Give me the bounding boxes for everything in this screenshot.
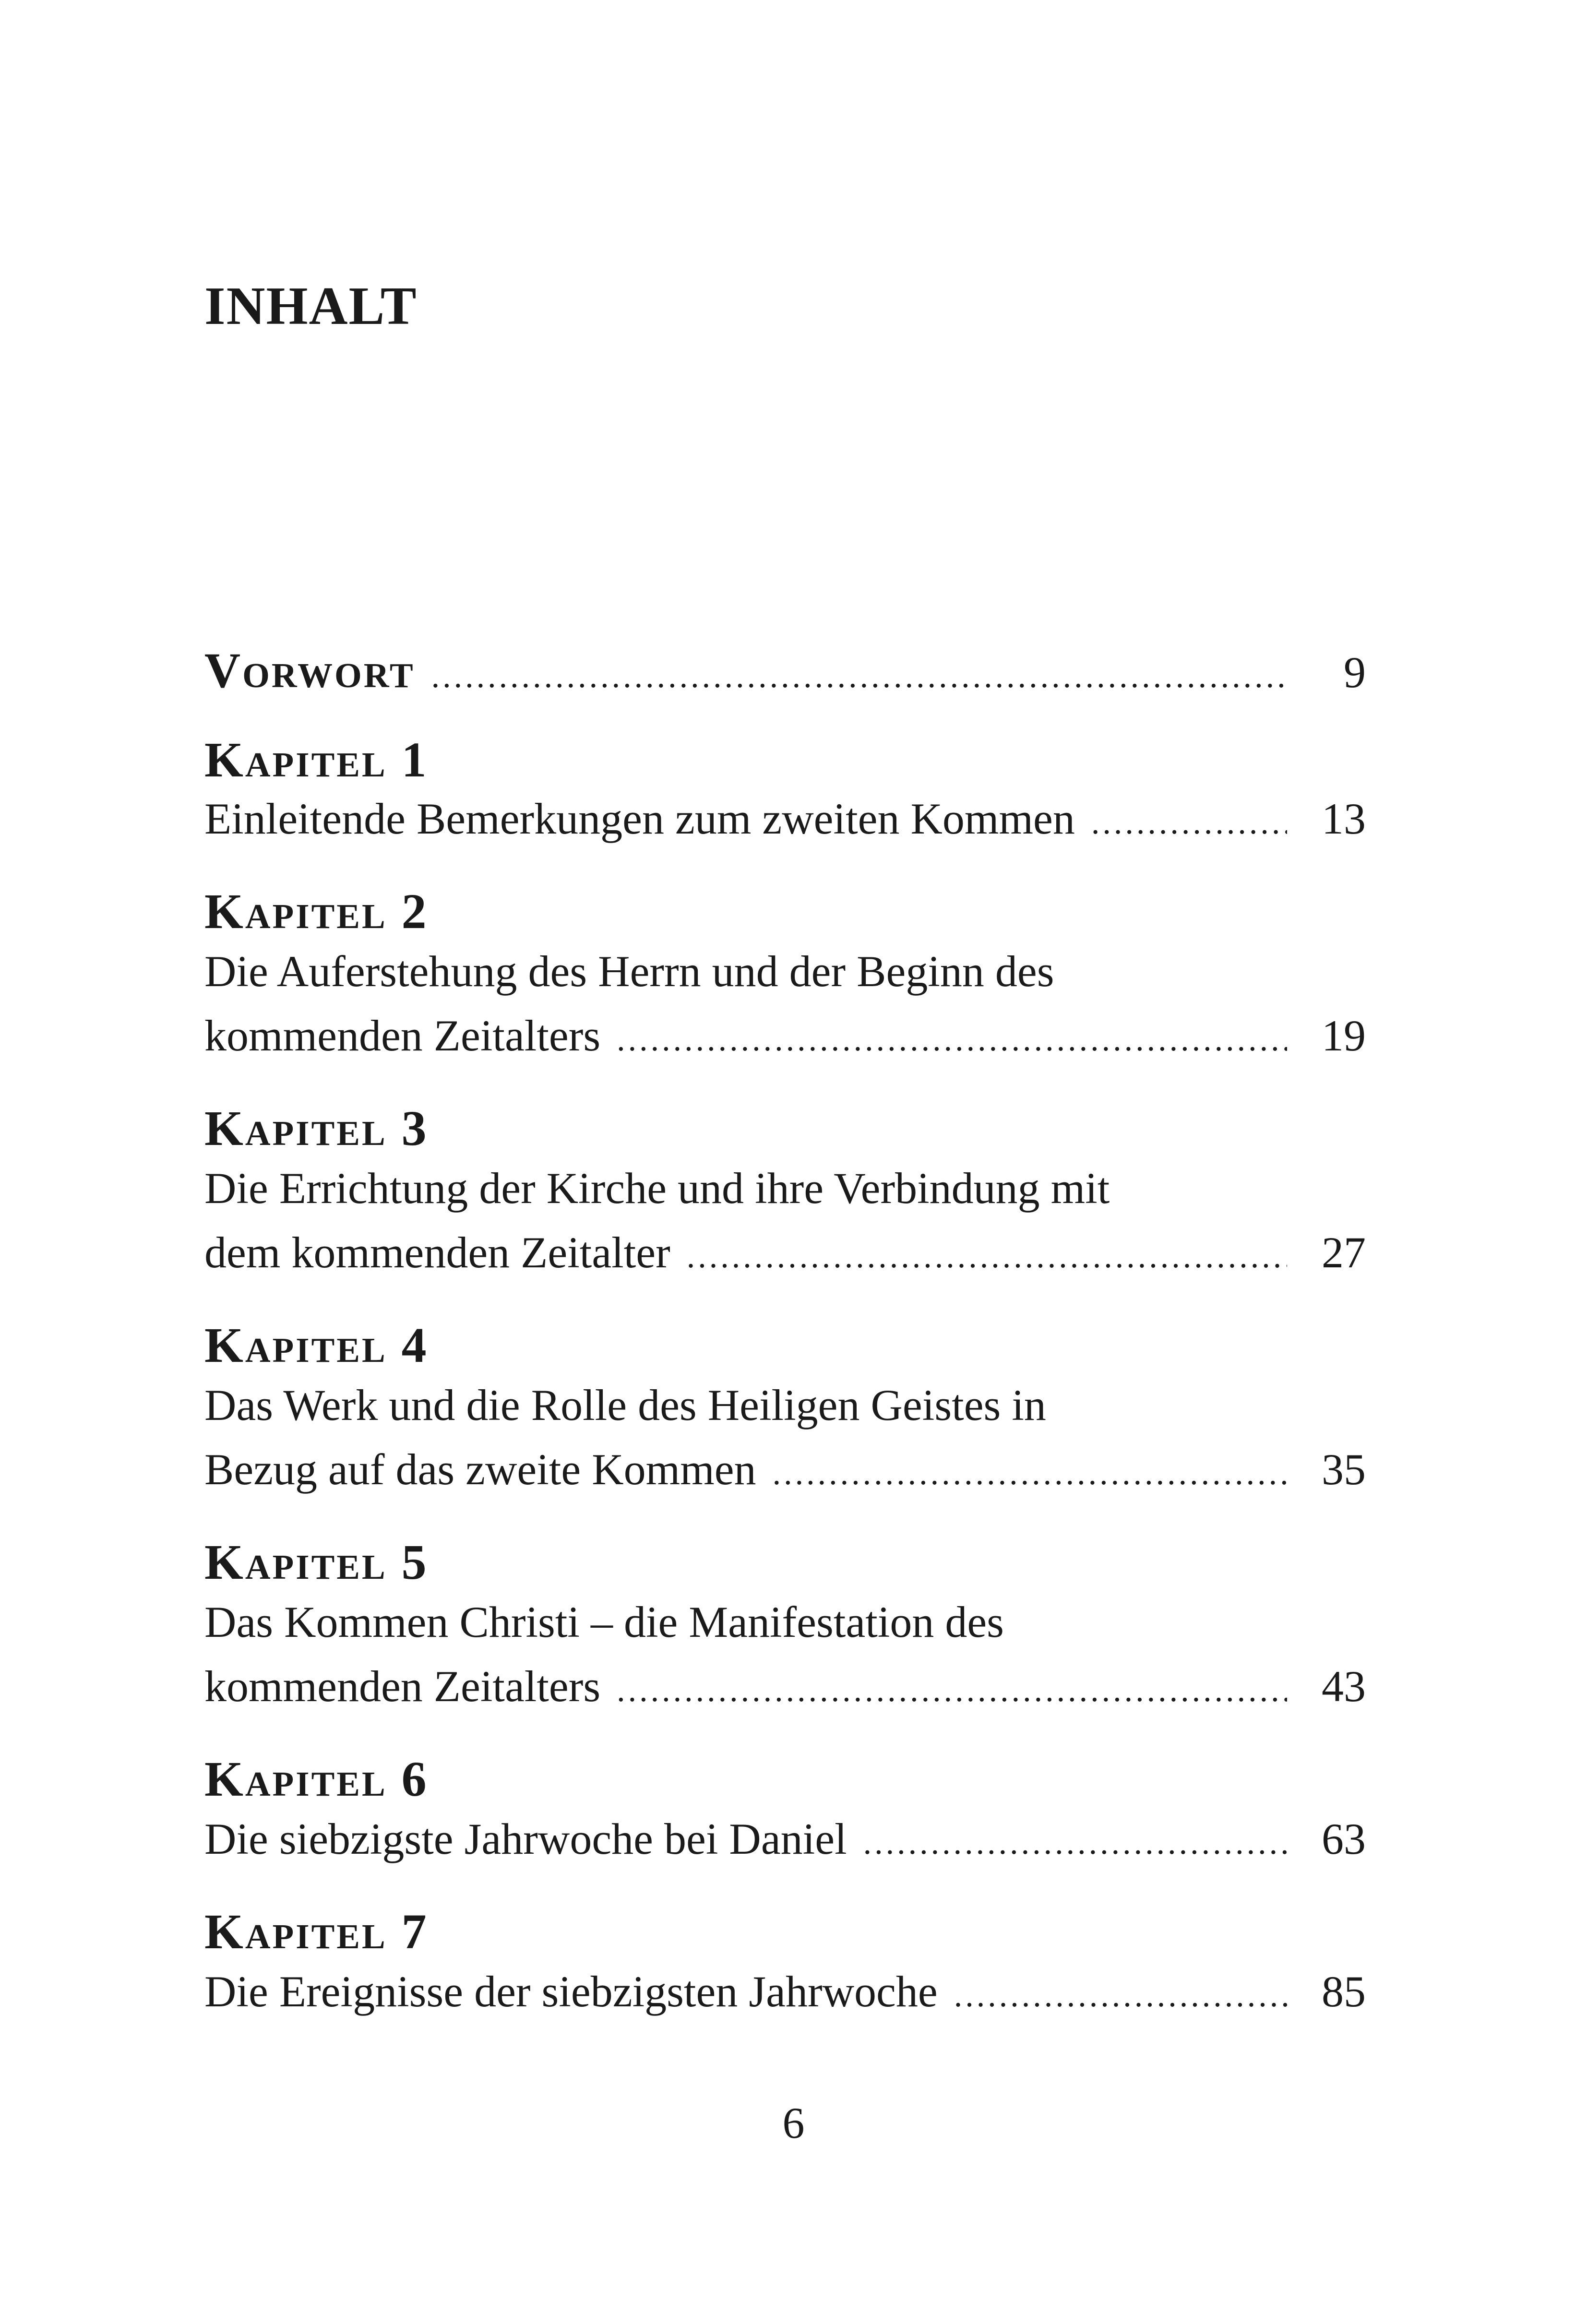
chapter-heading: Kapitel 3 <box>204 1101 429 1156</box>
chapter-title: Die Auferstehung des Herrn und der Beginn des <box>204 947 1054 996</box>
chapter-heading: Kapitel 1 <box>204 732 429 787</box>
page-number: 13 <box>1322 794 1366 843</box>
chapter-title-line <box>204 947 1366 996</box>
leader-dots <box>954 1979 1287 2013</box>
toc-entry[interactable] <box>204 1814 1366 1863</box>
toc-entry[interactable] <box>204 794 1366 843</box>
toc-entry[interactable] <box>204 1013 1366 1058</box>
chapter-title: Die Errichtung der Kirche und ihre Verbindung mit <box>204 1164 1110 1213</box>
toc-entry[interactable] <box>204 1662 1366 1711</box>
chapter-title: Die siebzigste Jahrwoche bei Daniel <box>204 1814 847 1863</box>
leader-dots <box>863 1826 1287 1860</box>
chapter-heading: Kapitel 4 <box>204 1318 429 1373</box>
chapter-title: Bezug auf das zweite Kommen <box>204 1445 756 1494</box>
page-number: 19 <box>1322 1011 1366 1060</box>
leader-dots <box>617 1023 1287 1057</box>
toc-entry-preface[interactable] <box>204 643 1366 698</box>
page-folio: 6 <box>782 2098 805 2147</box>
chapter-heading: Kapitel 2 <box>204 884 429 939</box>
leader-dots <box>617 1674 1287 1707</box>
chapter-title-line <box>204 1164 1366 1213</box>
chapter-title: kommenden Zeitalters <box>204 1662 601 1711</box>
leader-dots <box>1091 806 1287 840</box>
page-number: 27 <box>1322 1228 1366 1277</box>
chapter-title: dem kommenden Zeitalter <box>204 1228 670 1277</box>
chapter-title: Das Werk und die Rolle des Heiligen Geistes in <box>204 1381 1046 1430</box>
chapter-heading: Kapitel 5 <box>204 1535 429 1590</box>
page-title: INHALT <box>204 276 418 336</box>
chapter-title-line <box>204 1381 1366 1430</box>
chapter-heading: Kapitel 6 <box>204 1752 429 1807</box>
page-number: 85 <box>1322 1967 1366 2016</box>
toc-entry[interactable] <box>204 1230 1366 1275</box>
chapter-heading: Kapitel 7 <box>204 1904 429 1959</box>
chapter-title-line <box>204 1597 1366 1646</box>
preface-label: Vorwort <box>204 643 415 698</box>
page-number: 35 <box>1322 1445 1366 1494</box>
chapter-title: kommenden Zeitalters <box>204 1011 601 1060</box>
page-number: 43 <box>1322 1662 1366 1711</box>
chapter-title: Die Ereignisse der siebzigsten Jahrwoche <box>204 1967 938 2016</box>
leader-dots <box>773 1457 1287 1490</box>
toc-entry[interactable] <box>204 1445 1366 1494</box>
page-number: 9 <box>1344 648 1366 697</box>
page-number: 63 <box>1322 1814 1366 1863</box>
chapter-title: Das Kommen Christi – die Manifestation des <box>204 1597 1004 1646</box>
leader-dots <box>431 660 1287 693</box>
chapter-title: Einleitende Bemerkungen zum zweiten Kommen <box>204 794 1075 843</box>
leader-dots <box>687 1240 1287 1274</box>
toc-entry[interactable] <box>204 1969 1366 2014</box>
